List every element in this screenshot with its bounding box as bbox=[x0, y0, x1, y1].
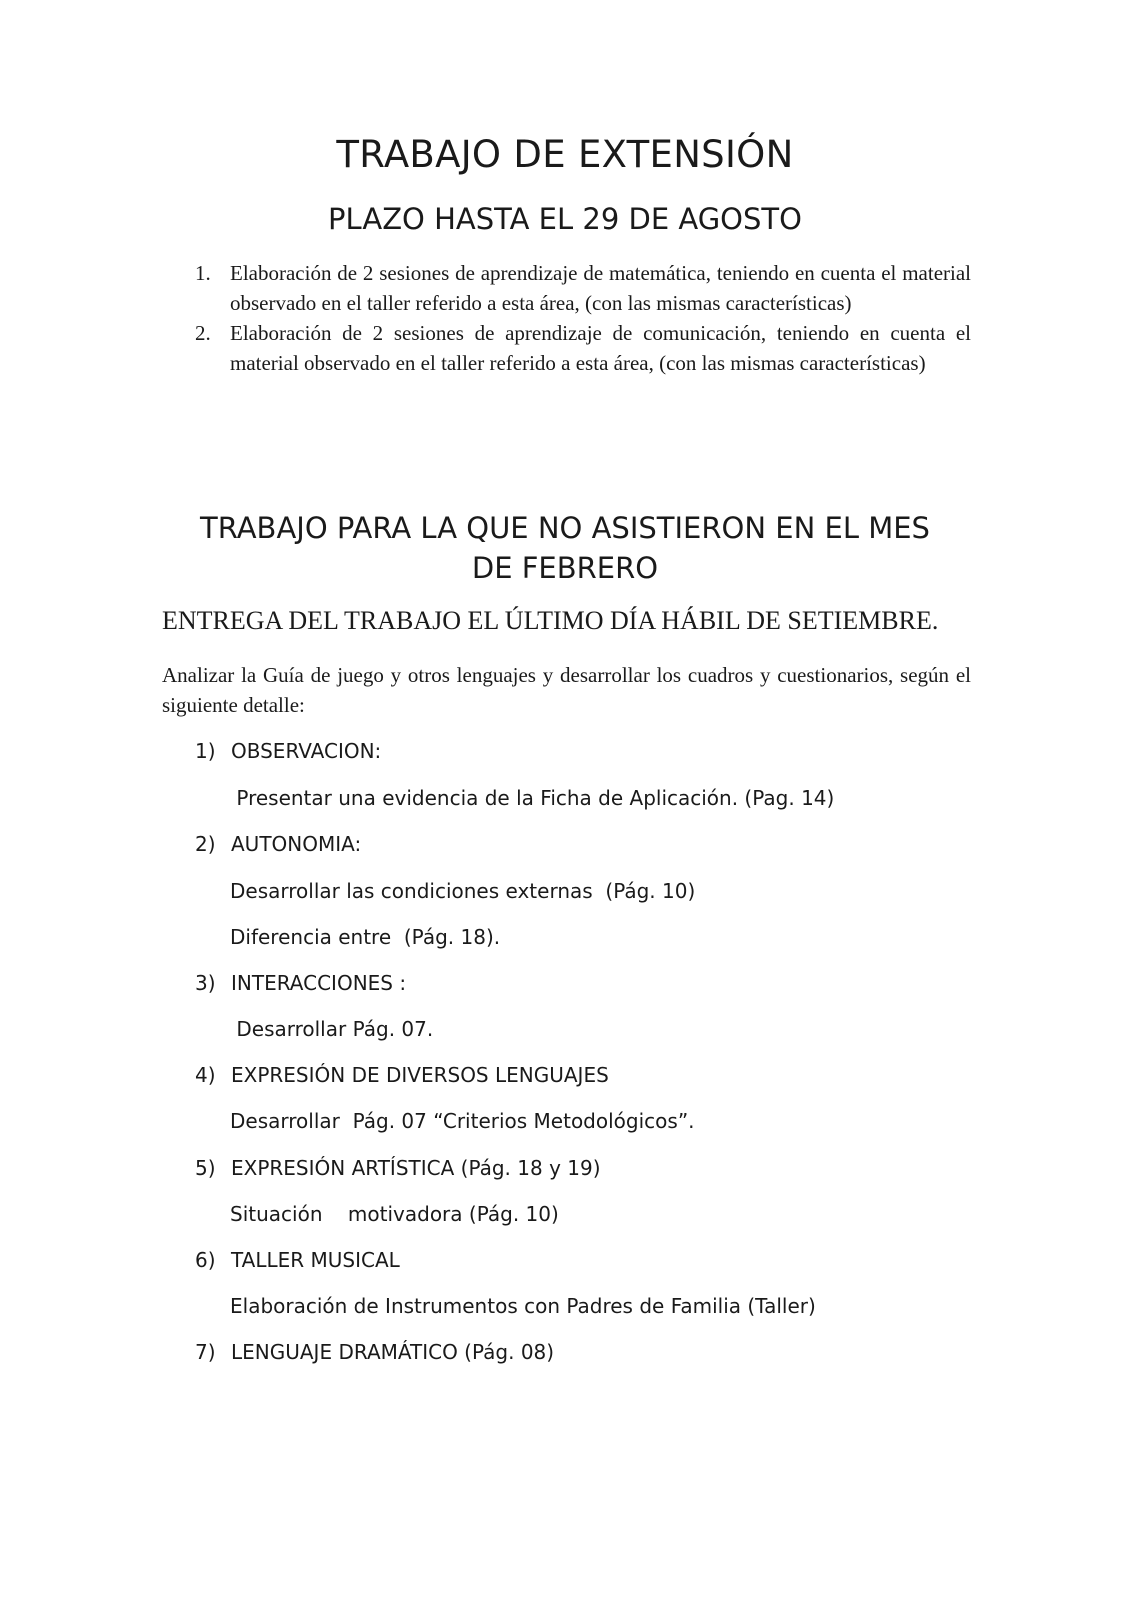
list-item-label: EXPRESIÓN ARTÍSTICA (Pág. 18 y 19) bbox=[231, 1156, 601, 1180]
item-detail: Situación motivadora (Pág. 10) bbox=[230, 1202, 559, 1226]
list-item bbox=[195, 971, 406, 995]
list-item bbox=[195, 1248, 400, 1272]
list-item bbox=[195, 1063, 609, 1087]
list-item-number: 7) bbox=[195, 1340, 216, 1364]
list-item bbox=[195, 258, 971, 318]
list-item-label: TALLER MUSICAL bbox=[231, 1248, 400, 1272]
intro-paragraph: Analizar la Guía de juego y otros lenguajes y desarrollar los cuadros y cuestionarios, según el siguiente detalle: bbox=[162, 663, 971, 717]
extension-task-list bbox=[195, 258, 971, 378]
list-item-number: 6) bbox=[195, 1248, 216, 1272]
list-item-text: Elaboración de 2 sesiones de aprendizaje de matemática, teniendo en cuenta el material observado en el taller referido a esta área, (con las mismas características) bbox=[230, 261, 971, 315]
item-detail: Diferencia entre (Pág. 18). bbox=[230, 925, 501, 949]
item-detail: Desarrollar Pág. 07 “Criterios Metodológicos”. bbox=[230, 1109, 695, 1133]
item-detail: Desarrollar Pág. 07. bbox=[230, 1017, 434, 1041]
list-item-label: OBSERVACION: bbox=[231, 739, 382, 763]
section-title bbox=[0, 508, 1130, 588]
list-item-number: 2) bbox=[195, 832, 216, 856]
list-item bbox=[195, 1156, 601, 1180]
list-item-number: 1) bbox=[195, 739, 216, 763]
list-item bbox=[195, 832, 361, 856]
section-title-line-2: DE FEBRERO bbox=[471, 551, 659, 585]
deadline-heading: PLAZO HASTA EL 29 DE AGOSTO bbox=[328, 202, 802, 236]
delivery-deadline: ENTREGA DEL TRABAJO EL ÚLTIMO DÍA HÁBIL DE SETIEMBRE. bbox=[162, 606, 939, 635]
section-title-line-1: TRABAJO PARA LA QUE NO ASISTIERON EN EL MES bbox=[200, 511, 930, 545]
list-item-text: Elaboración de 2 sesiones de aprendizaje de comunicación, teniendo en cuenta el material observado en el taller referido a esta área, (con las mismas características) bbox=[230, 321, 971, 375]
list-item-number: 4) bbox=[195, 1063, 216, 1087]
item-detail: Elaboración de Instrumentos con Padres de Familia (Taller) bbox=[230, 1294, 816, 1318]
list-item-label: INTERACCIONES : bbox=[231, 971, 407, 995]
list-item-label: EXPRESIÓN DE DIVERSOS LENGUAJES bbox=[231, 1063, 609, 1087]
item-detail: Presentar una evidencia de la Ficha de Aplicación. (Pag. 14) bbox=[230, 786, 835, 810]
list-item-number: 1. bbox=[195, 261, 211, 285]
item-detail: Desarrollar las condiciones externas (Pág. 10) bbox=[230, 879, 696, 903]
list-item bbox=[195, 739, 381, 763]
list-item-number: 3) bbox=[195, 971, 216, 995]
list-item-number: 5) bbox=[195, 1156, 216, 1180]
page-title: TRABAJO DE EXTENSIÓN bbox=[336, 133, 794, 176]
list-item bbox=[195, 1340, 554, 1364]
list-item bbox=[195, 318, 971, 378]
list-item-number: 2. bbox=[195, 321, 211, 345]
list-item-label: AUTONOMIA: bbox=[231, 832, 362, 856]
list-item-label: LENGUAJE DRAMÁTICO (Pág. 08) bbox=[231, 1340, 555, 1364]
